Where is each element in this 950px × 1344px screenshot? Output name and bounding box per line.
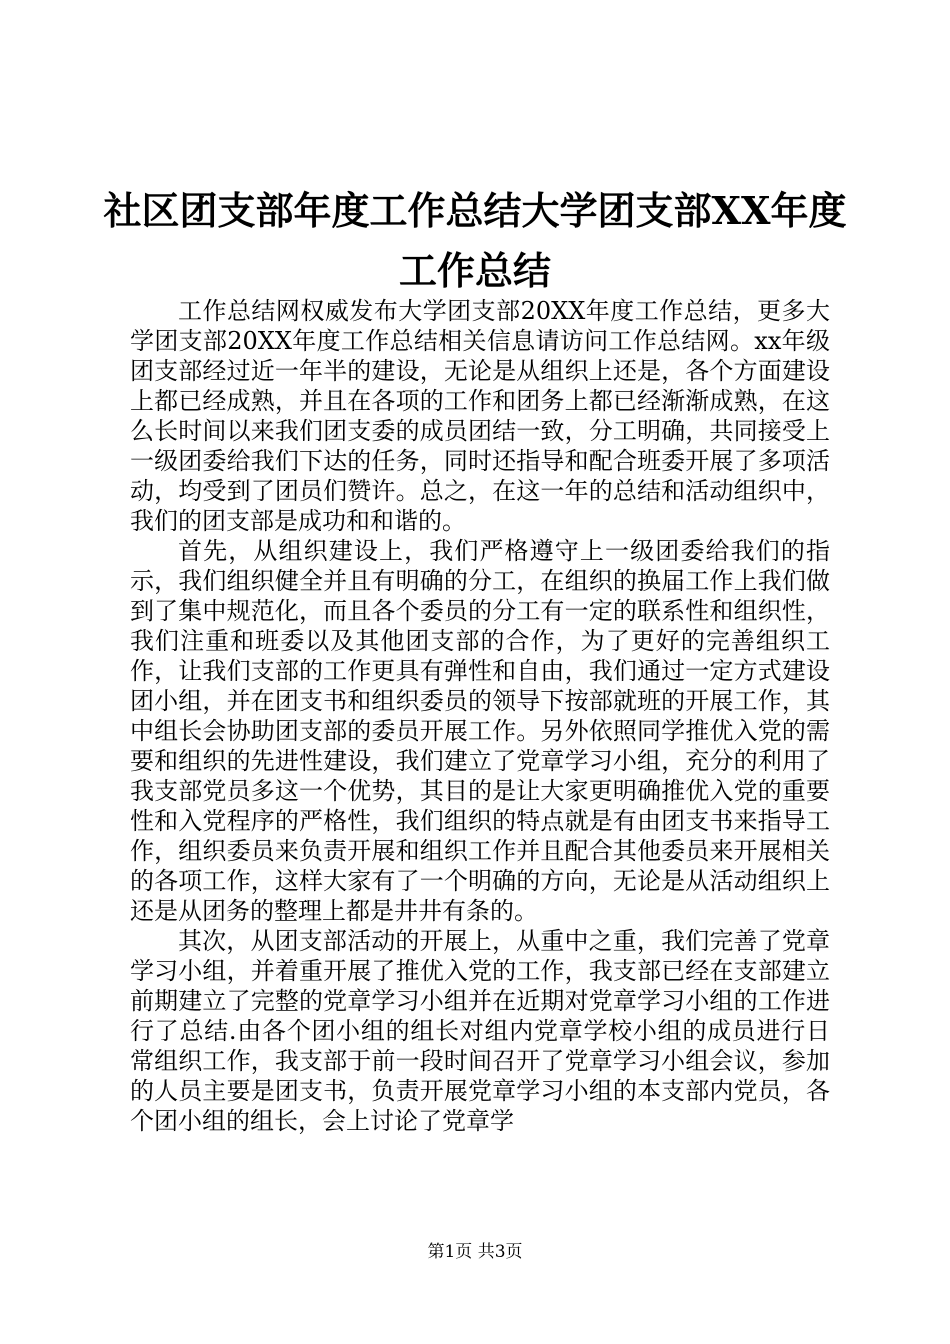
paragraph-2: 首先，从组织建设上，我们严格遵守上一级团委给我们的指示，我们组织健全并且有明确的分工，在组织的换届工作上我们做到了集中规范化，而且各个委员的分工有一定的联系性和组织性，我们注重和班委以及其他团支部的合作，为了更好的完善组织工作，让我们支部的工作更具有弹性和自由，我们通过一定方式建设团小组，并在团支书和组织委员的领导下按部就班的开展工作，其中组长会协助团支部的委员开展工作。另外依照同学推优入党的需要和组织的先进性建设，我们建立了党章学习小组，充分的利用了我支部党员多这一个优势，其目的是让大家更明确推优入党的重要性和入党程序的严格性，我们组织的特点就是有由团支书来指导工作，组织委员来负责开展和组织工作并且配合其他委员来开展相关的各项工作，这样大家有了一个明确的方向，无论是从活动组织上还是从团务的整理上都是井井有条的。 <box>130 537 830 925</box>
document-title-line-1: 社区团支部年度工作总结大学团支部XX年度 <box>103 188 847 233</box>
paragraph-3: 其次，从团支部活动的开展上，从重中之重，我们完善了党章学习小组，并着重开展了推优入党的工作，我支部已经在支部建立前期建立了完整的党章学习小组并在近期对党章学习小组的工作进行了总结.由各个团小组的组长对组内党章学校小组的成员进行日常组织工作，我支部于前一段时间召开了党章学习小组会议，参加的人员主要是团支书，负责开展党章学习小组的本支部内党员，各个团小组的组长，会上讨论了党章学 <box>130 927 830 1135</box>
document-title <box>100 181 850 301</box>
page-number-footer: 第1页 共3页 <box>427 1242 523 1262</box>
document-body <box>130 296 830 1136</box>
document-title-line-2: 工作总结 <box>398 248 551 293</box>
paragraph-1: 工作总结网权威发布大学团支部20XX年度工作总结，更多大学团支部20XX年度工作总结相关信息请访问工作总结网。xx年级团支部经过近一年半的建设，无论是从组织上还是，各个方面建设上都已经成熟，并且在各项的工作和团务上都已经渐渐成熟，在这么长时间以来我们团支委的成员团结一致，分工明确，共同接受上一级团委给我们下达的任务，同时还指导和配合班委开展了多项活动，均受到了团员们赞许。总之，在这一年的总结和活动组织中，我们的团支部是成功和和谐的。 <box>130 297 830 535</box>
